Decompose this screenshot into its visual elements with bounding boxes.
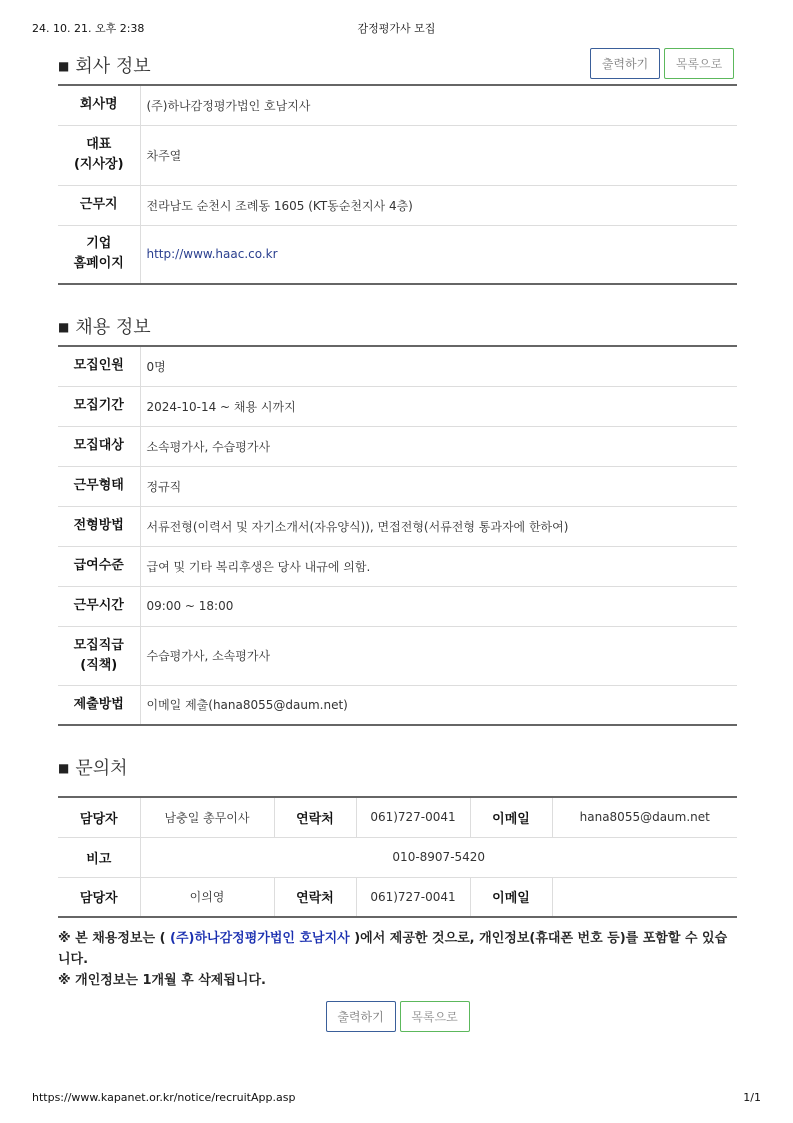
table-row — [58, 685, 737, 725]
table-row — [58, 125, 737, 185]
notice-company: (주)하나감정평가법인 호남지사 — [170, 931, 350, 946]
note-label: 비고 — [58, 837, 140, 877]
label-line: 대표 — [86, 137, 112, 152]
note-value: 010-8907-5420 — [140, 837, 737, 877]
notice-text: )에서 제공한 것으로, 개인정보(휴대폰 번호 등)를 포함할 수 있습니다. — [58, 931, 728, 967]
notice-line-1 — [58, 928, 737, 970]
row-label: 제출방법 — [58, 685, 140, 725]
label-line: 모집직급 — [73, 637, 124, 653]
row-label — [58, 225, 140, 284]
row-value: 서류전형(이력서 및 자기소개서(자유양식)), 면접전형(서류전형 통과자에 한하여) — [140, 506, 737, 546]
row-label: 근무형태 — [58, 466, 140, 506]
manager-value: 이의영 — [140, 877, 274, 917]
table-row — [58, 506, 737, 546]
square-bullet-icon: ■ — [58, 761, 70, 775]
page-url: https://www.kapanet.or.kr/notice/recruitApp.asp — [32, 1091, 296, 1104]
row-label: 모집인원 — [58, 346, 140, 386]
label-line: (지사장) — [73, 157, 124, 172]
list-button[interactable]: 목록으로 — [400, 1001, 470, 1032]
notice-line-2: ※ 개인정보는 1개월 후 삭제됩니다. — [58, 973, 266, 988]
label-line: 홈페이지 — [73, 256, 124, 272]
square-bullet-icon: ■ — [58, 59, 70, 73]
list-button[interactable]: 목록으로 — [664, 48, 734, 79]
page-number: 1/1 — [743, 1091, 761, 1104]
label-line: 기업 — [86, 236, 112, 252]
privacy-notice — [58, 928, 737, 991]
manager-label: 담당자 — [58, 797, 140, 837]
company-section-title: 회사 정보 — [75, 56, 151, 77]
print-date: 24. 10. 21. 오후 2:38 — [32, 22, 145, 35]
table-row — [58, 837, 737, 877]
row-label — [58, 125, 140, 185]
print-title: 감정평가사 모집 — [357, 22, 436, 35]
contact-section-header — [58, 748, 737, 786]
row-label — [58, 626, 140, 685]
table-row — [58, 426, 737, 466]
row-label: 모집대상 — [58, 426, 140, 466]
row-value: 이메일 제출(hana8055@daum.net) — [146, 698, 348, 713]
row-value: 0명 — [140, 346, 737, 386]
row-label: 근무시간 — [58, 586, 140, 626]
row-value: 소속평가사, 수습평가사 — [140, 426, 737, 466]
table-row — [58, 346, 737, 386]
row-value: 정규직 — [140, 466, 737, 506]
recruit-section-header — [58, 307, 737, 345]
table-row — [58, 546, 737, 586]
table-row — [58, 586, 737, 626]
table-row — [58, 225, 737, 284]
notice-text: ※ 본 채용정보는 ( — [58, 931, 171, 946]
table-row — [58, 185, 737, 225]
phone-label: 연락처 — [274, 797, 356, 837]
email-label: 이메일 — [492, 891, 530, 907]
print-header — [0, 20, 793, 36]
square-bullet-icon: ■ — [58, 320, 70, 334]
email-value — [552, 877, 737, 917]
phone-label: 연락처 — [296, 891, 334, 907]
row-label: 모집기간 — [58, 386, 140, 426]
label-line: (직책) — [80, 657, 118, 673]
email-label: 이메일 — [470, 797, 552, 837]
row-value: 수습평가사, 소속평가사 — [140, 626, 737, 685]
homepage-link[interactable]: http://www.haac.co.kr — [146, 247, 278, 262]
representative-value: 차주열 — [140, 125, 737, 185]
company-name-value: (주)하나감정평가법인 호남지사 — [140, 85, 737, 125]
homepage-cell — [140, 225, 737, 284]
contact-section-title: 문의처 — [75, 758, 128, 779]
table-row — [58, 386, 737, 426]
print-button[interactable]: 출력하기 — [326, 1001, 396, 1032]
table-row — [58, 85, 737, 125]
row-label: 회사명 — [58, 85, 140, 125]
row-label: 근무지 — [58, 185, 140, 225]
main-content — [58, 46, 737, 1032]
row-value: 09:00 ~ 18:00 — [140, 586, 737, 626]
workplace-value: 전라남도 순천시 조례동 1605 (KT동순천지사 4층) — [140, 185, 737, 225]
company-info-table — [58, 84, 737, 285]
company-section-header — [58, 46, 737, 84]
recruit-info-table — [58, 345, 737, 726]
row-value: 급여 및 기타 복리후생은 당사 내규에 의함. — [140, 546, 737, 586]
row-label: 전형방법 — [58, 506, 140, 546]
top-button-group — [590, 48, 734, 79]
print-footer — [0, 1091, 793, 1107]
recruit-section-title: 채용 정보 — [75, 317, 151, 338]
table-row — [58, 626, 737, 685]
print-button[interactable]: 출력하기 — [590, 48, 660, 79]
manager-label: 담당자 — [79, 891, 118, 907]
manager-value: 남충일 총무이사 — [140, 797, 274, 837]
contact-table — [58, 796, 737, 918]
phone-value: 061)727-0041 — [356, 877, 470, 917]
table-row — [58, 466, 737, 506]
row-label: 급여수준 — [58, 546, 140, 586]
phone-value: 061)727-0041 — [356, 797, 470, 837]
row-value: 2024-10-14 ~ 채용 시까지 — [140, 386, 737, 426]
table-row — [58, 877, 737, 917]
bottom-button-group — [58, 1001, 737, 1032]
email-value: hana8055@daum.net — [552, 797, 737, 837]
table-row — [58, 797, 737, 837]
